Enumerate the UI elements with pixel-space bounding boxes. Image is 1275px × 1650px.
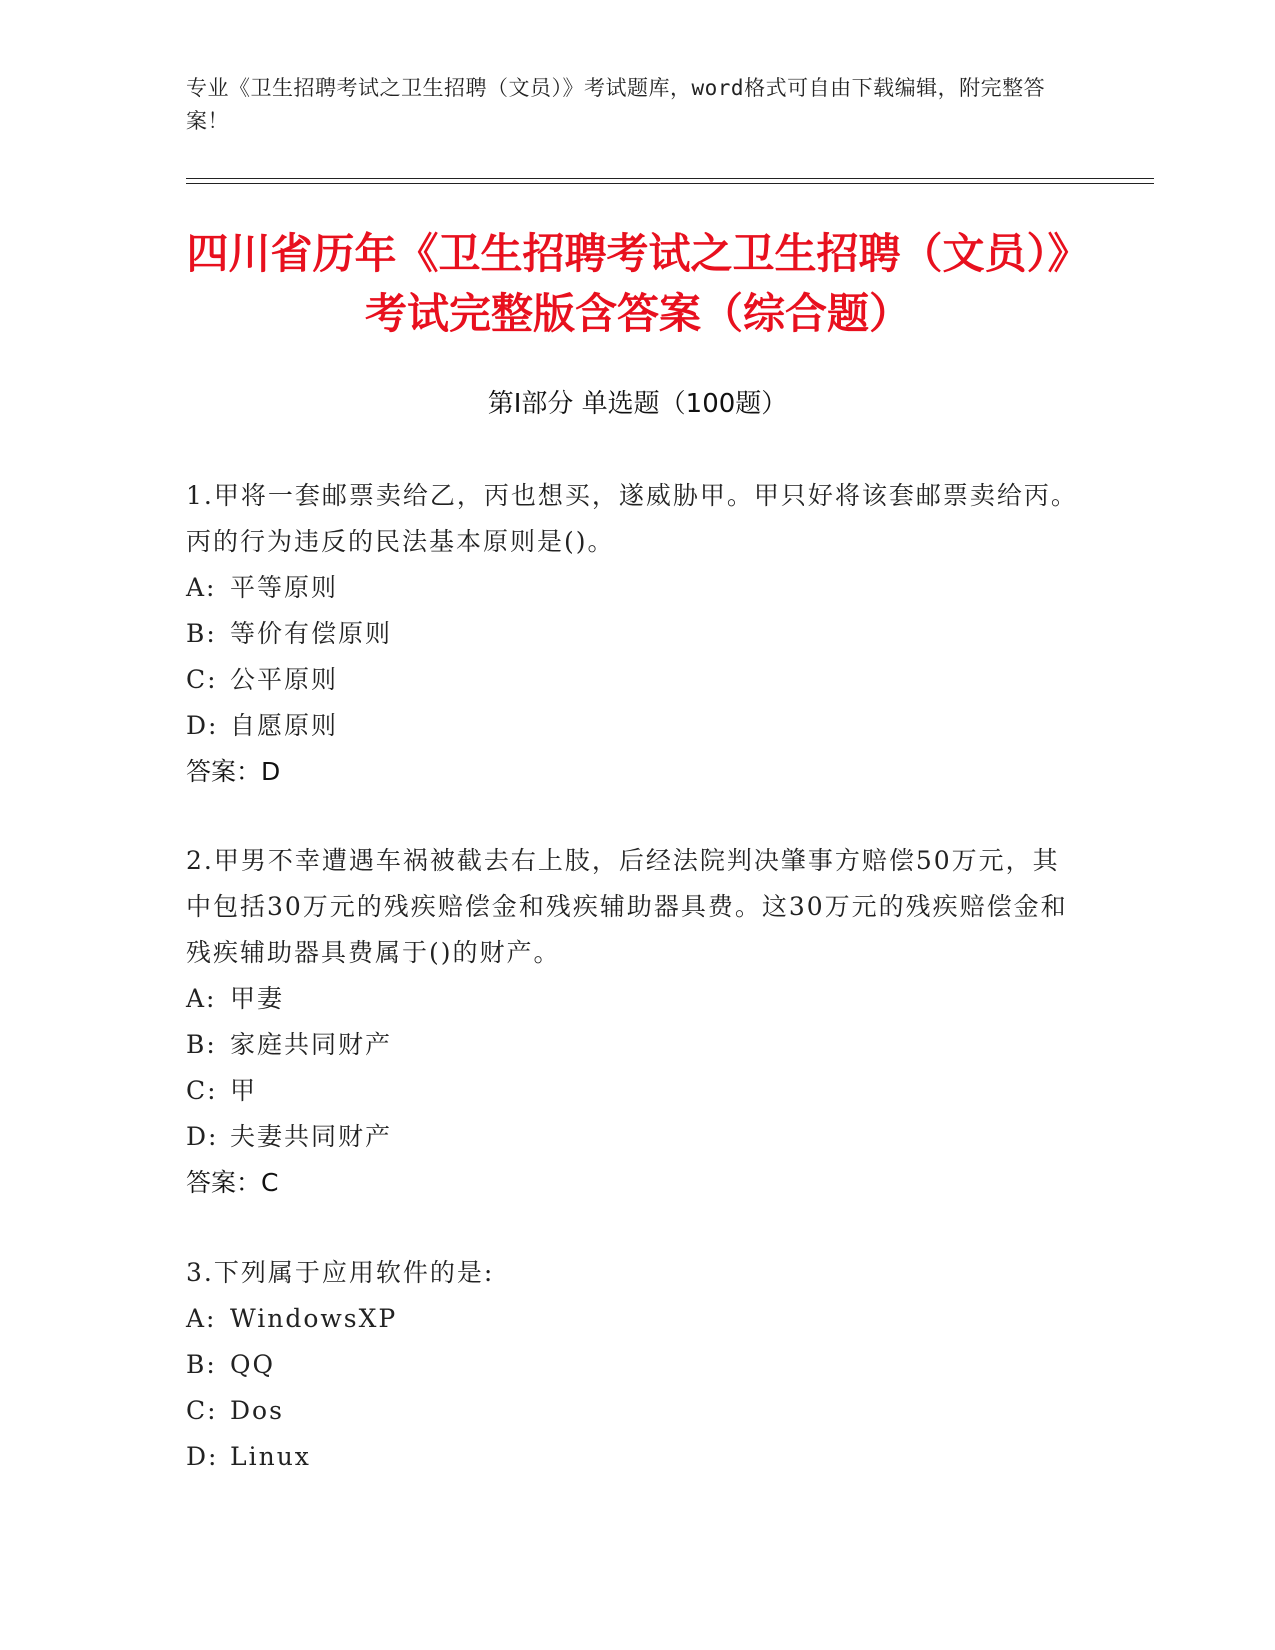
option-text: 平等原则 xyxy=(230,573,339,602)
option-d xyxy=(186,1434,1086,1480)
option-text: 自愿原则 xyxy=(230,711,339,740)
option-key: D: xyxy=(186,711,219,740)
option-text: 公平原则 xyxy=(230,665,339,694)
answer-line: 答案：D xyxy=(186,757,281,786)
option-key: B: xyxy=(186,1030,217,1059)
header-divider-top xyxy=(186,178,1154,179)
option-key: C: xyxy=(186,665,218,694)
question-stem: 3.下列属于应用软件的是: xyxy=(186,1258,495,1287)
question-stem: 1.甲将一套邮票卖给乙，丙也想买，遂威胁甲。甲只好将该套邮票卖给丙。丙的行为违反的民法基本原则是()。 xyxy=(186,481,1078,556)
option-key: C: xyxy=(186,1076,218,1105)
option-b xyxy=(186,611,1086,657)
option-key: D: xyxy=(186,1122,219,1151)
question-2 xyxy=(186,838,1086,1206)
option-text: Dos xyxy=(230,1396,284,1425)
option-b xyxy=(186,1342,1086,1388)
document-title: 四川省历年《卫生招聘考试之卫生招聘（文员）》考试完整版含答案（综合题） xyxy=(186,229,1090,338)
header-note: 专业《卫生招聘考试之卫生招聘（文员）》考试题库，word格式可自由下载编辑，附完整答案！ xyxy=(186,76,1046,133)
option-a xyxy=(186,976,1086,1022)
question-stem: 2.甲男不幸遭遇车祸被截去右上肢，后经法院判决肇事方赔偿50万元，其中包括30万元的残疾赔偿金和残疾辅助器具费。这30万元的残疾赔偿金和残疾辅助器具费属于()的财产。 xyxy=(186,846,1068,967)
option-c xyxy=(186,1068,1086,1114)
option-key: A: xyxy=(186,573,217,602)
option-a xyxy=(186,1296,1086,1342)
option-key: B: xyxy=(186,619,217,648)
option-text: Linux xyxy=(230,1442,311,1471)
question-3 xyxy=(186,1250,1086,1480)
option-key: A: xyxy=(186,984,217,1013)
option-text: 等价有偿原则 xyxy=(230,619,393,648)
option-key: A: xyxy=(186,1304,217,1333)
option-text: 甲 xyxy=(230,1076,258,1105)
option-text: 家庭共同财产 xyxy=(230,1030,393,1059)
option-text: 甲妻 xyxy=(230,984,285,1013)
option-d xyxy=(186,703,1086,749)
option-text: 夫妻共同财产 xyxy=(230,1122,393,1151)
option-b xyxy=(186,1022,1086,1068)
header-divider-bottom xyxy=(186,183,1154,184)
option-c xyxy=(186,657,1086,703)
option-d xyxy=(186,1114,1086,1160)
option-c xyxy=(186,1388,1086,1434)
section-heading: 第Ⅰ部分 单选题（100题） xyxy=(487,389,788,419)
option-a xyxy=(186,565,1086,611)
option-key: B: xyxy=(186,1350,217,1379)
option-text: QQ xyxy=(230,1350,275,1379)
question-1 xyxy=(186,473,1086,795)
answer-line: 答案：C xyxy=(186,1168,279,1197)
option-key: C: xyxy=(186,1396,218,1425)
option-text: WindowsXP xyxy=(230,1304,398,1333)
option-key: D: xyxy=(186,1442,219,1471)
